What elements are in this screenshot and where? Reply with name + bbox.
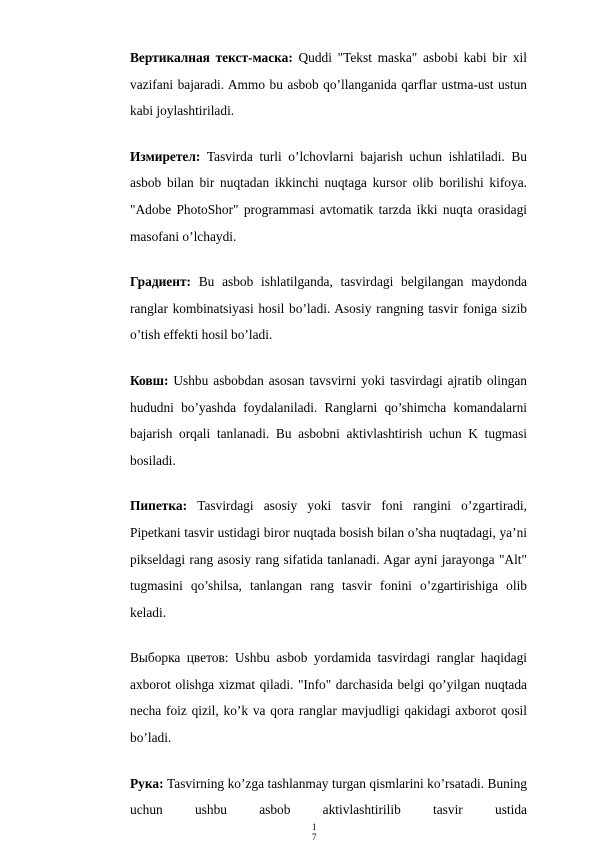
term-eyedropper: Пипетка:	[130, 498, 188, 514]
paragraph-text: Tasvirda turli o’lchovlarni bajarish uchun ishlatiladi. Bu asbob bilan bir nuqtadan ikkinchi nuqtaga kursor olib borilishi kifoya. "Adobe PhotoShor" programmasi avtomatik tarzda ikki nuqta orasidagi masofani o’lchaydi.	[130, 148, 527, 244]
paragraph-text: Ushbu asbob yordamida tasvirdagi ranglar haqidagi axborot olishga xizmat qiladi. "Info" darchasida belgi qo’yilgan nuqtada necha foiz qizil, ko’k va qora ranglar mavjudligi qakidagi axborot qosil bo’ladi.	[130, 650, 527, 746]
paragraph-gradient	[130, 269, 527, 349]
term-bucket: Ковш:	[130, 372, 169, 388]
page-number-digit-2: 7	[312, 832, 317, 842]
paragraph-text: Tasvirdagi asosiy yoki tasvir foni rangini o’zgartiradi, Pipetkani tasvir ustidagi biror nuqtada bosish bilan o’sha nuqtadagi, ya’ni pikseldagi rang asosiy rang sifatida tanlanadi. Agar ayni jarayonga "Alt" tugmasini qo’shilsa, tanlangan rang tasvir fonini o’zgartirishiga olib keladi.	[130, 498, 527, 620]
paragraph-color-sampler	[130, 645, 527, 751]
term-gradient: Градиент:	[130, 274, 192, 290]
paragraph-vertical-text-mask	[130, 45, 527, 125]
paragraph-text: Bu asbob ishlatilganda, tasvirdagi belgilangan maydonda ranglar kombinatsiyasi hosil bo’ladi. Asosiy rangning tasvir foniga sizib o’tish effekti hosil bo’ladi.	[130, 274, 527, 343]
page-number-digit-1: 1	[312, 822, 317, 832]
paragraph-text: Tasvirning ko’zga tashlanmay turgan qismlarini ko’rsatadi. Buning uchun ushbu asbob aktivlashtirilib tasvir ustida	[130, 775, 527, 818]
page-number	[300, 822, 330, 842]
paragraph-measure	[130, 144, 527, 250]
term-hand: Рука:	[130, 775, 164, 791]
term-color-sampler: Выборка цветов:	[130, 650, 229, 666]
document-page	[130, 45, 527, 824]
paragraph-text: Ushbu asbobdan asosan tavsvirni yoki tasvirdagi ajratib olingan hududni bo’yashda foydalaniladi. Ranglarni qo’shimcha komandalarni bajarish orqali tanlanadi. Bu asbobni aktivlashtirish uchun K tugmasi bosiladi.	[130, 372, 527, 468]
paragraph-eyedropper	[130, 493, 527, 626]
paragraph-hand	[130, 771, 527, 824]
term-measure: Измиретел:	[130, 148, 201, 164]
paragraph-text: Quddi "Tekst maska" asbobi kabi bir xil vazifani bajaradi. Ammo bu asbob qo’llanganida qarflar ustma-ust ustun kabi joylashtiriladi.	[130, 50, 527, 119]
term-vertical-text-mask: Вертикалная текст-маска:	[130, 50, 293, 65]
paragraph-bucket	[130, 368, 527, 474]
